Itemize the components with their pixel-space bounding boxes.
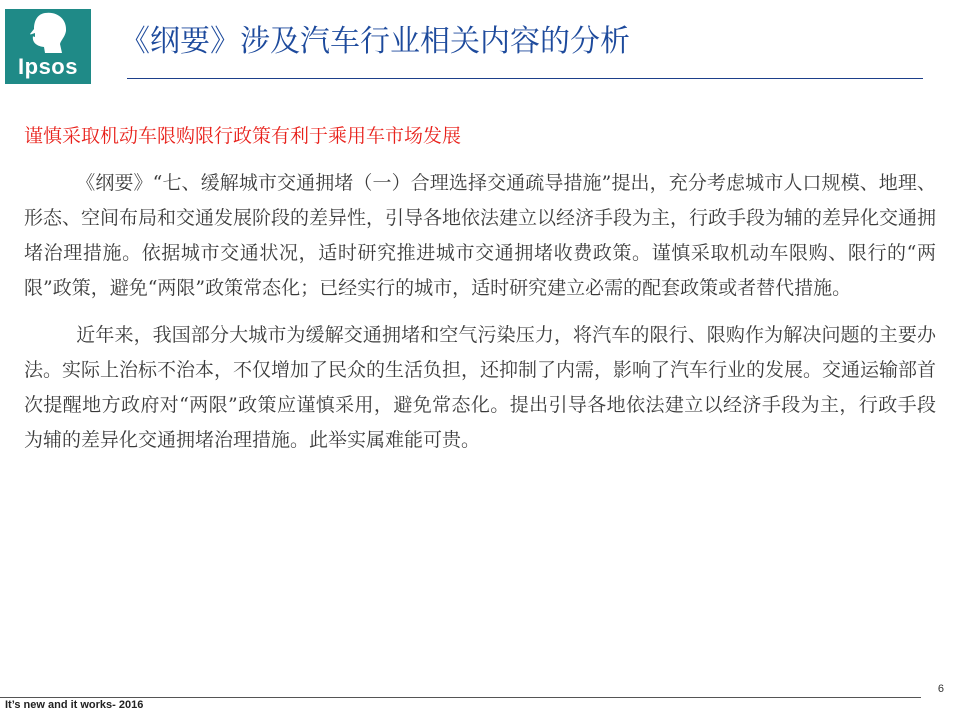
footer-tagline: It’s new and it works- 2016 <box>5 699 144 711</box>
logo-text: Ipsos <box>18 54 78 79</box>
footer-divider <box>0 697 921 698</box>
title-divider <box>127 78 923 79</box>
body-paragraph-2: 近年来，我国部分大城市为缓解交通拥堵和空气污染压力，将汽车的限行、限购作为解决问题的主要办法。实际上治标不治本，不仅增加了民众的生活负担，还抑制了内需，影响了汽车行业的发展。交通运输部首次提醒地方政府对“两限”政策应谨慎采用，避免常态化。提出引导各地依法建立以经济手段为主，行政手段为辅的差异化交通拥堵治理措施。此举实属难能可贵。 <box>24 324 937 451</box>
slide-content <box>24 120 936 470</box>
body-paragraph-1: 《纲要》“七、缓解城市交通拥堵（一）合理选择交通疏导措施”提出，充分考虑城市人口规模、地理、形态、空间布局和交通发展阶段的差异性，引导各地依法建立以经济手段为主，行政手段为辅的差异化交通拥堵治理措施。依据城市交通状况，适时研究推进城市交通拥堵收费政策。谨慎采取机动车限购、限行的“两限”政策，避免“两限”政策常态化；已经实行的城市，适时研究建立必需的配套政策或者替代措施。 <box>24 172 937 299</box>
page-number: 6 <box>937 683 944 695</box>
section-subheading: 谨慎采取机动车限购限行政策有利于乘用车市场发展 <box>24 125 462 147</box>
ipsos-logo <box>5 9 91 84</box>
head-silhouette-icon <box>5 9 91 59</box>
slide-title: 《纲要》涉及汽车行业相关内容的分析 <box>120 24 630 59</box>
